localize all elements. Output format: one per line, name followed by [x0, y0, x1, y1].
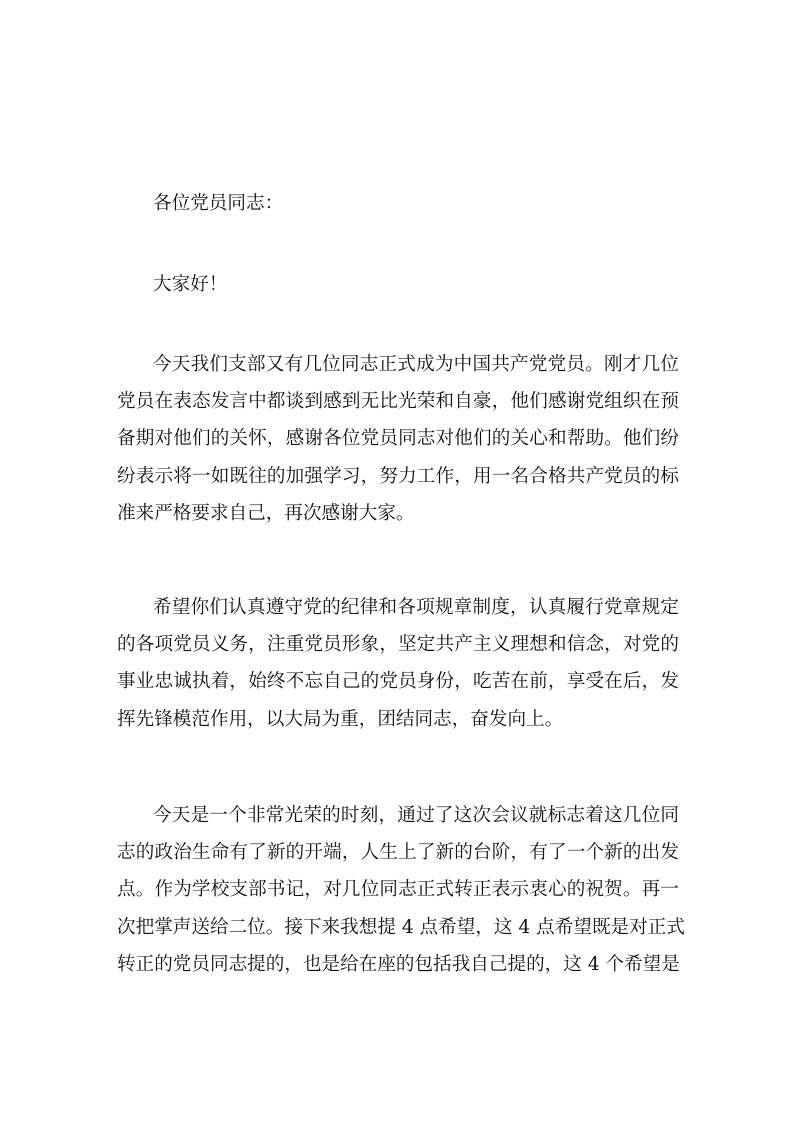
salutation: [117, 185, 679, 222]
paragraph-line: 转正的党员同志提的，也是给在座的包括我自己提的，这 4 个希望是: [117, 953, 680, 975]
paragraph-line: 纷表示将一如既往的加强学习，努力工作，用一名合格共产党员的标: [117, 465, 679, 487]
greeting: [117, 266, 679, 303]
paragraph-line: 备期对他们的关怀，感谢各位党员同志对他们的关心和帮助。他们纷: [117, 428, 679, 450]
paragraph-line: 次把掌声送给二位。接下来我想提 4 点希望，这 4 点希望既是对正式: [117, 916, 685, 938]
paragraph-3: [117, 797, 685, 983]
paragraph-line: 事业忠诚执着，始终不忘自己的党员身份，吃苦在前，享受在后，发: [117, 671, 679, 693]
paragraph-2: [117, 589, 679, 738]
paragraph-line: 准来严格要求自己，再次感谢大家。: [117, 502, 415, 524]
paragraph-line: 挥先锋模范作用，以大局为重，团结同志，奋发向上。: [117, 708, 564, 730]
salutation-line: 各位党员同志：: [153, 193, 284, 214]
paragraph-line: 志的政治生命有了新的开端，人生上了新的台阶，有了一个新的出发: [117, 842, 679, 864]
paragraph-line: 的各项党员义务，注重党员形象，坚定共产主义理想和信念，对党的: [117, 634, 679, 656]
paragraph-line: 希望你们认真遵守党的纪律和各项规章制度，认真履行党章规定: [153, 597, 679, 618]
paragraph-line: 党员在表态发言中都谈到感到无比光荣和自豪，他们感谢党组织在预: [117, 391, 679, 413]
greeting-line: 大家好！: [153, 274, 228, 295]
paragraph-1: [117, 346, 679, 532]
paragraph-line: 今天是一个非常光荣的时刻，通过了这次会议就标志着这几位同: [153, 805, 679, 826]
paragraph-line: 今天我们支部又有几位同志正式成为中国共产党党员。刚才几位: [153, 354, 679, 375]
paragraph-line: 点。作为学校支部书记，对几位同志正式转正表示衷心的祝贺。再一: [117, 879, 679, 901]
